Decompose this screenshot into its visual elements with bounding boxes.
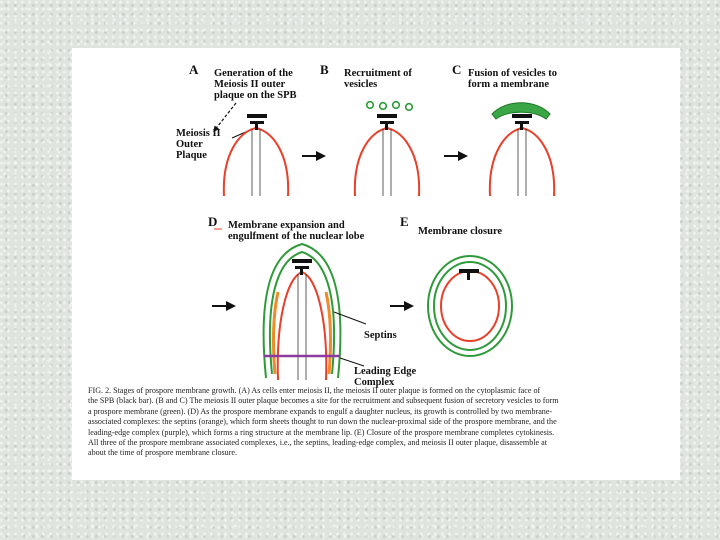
panel-d-title-line-1: Membrane expansion and — [228, 220, 345, 231]
vesicle — [367, 102, 374, 109]
panel-e — [400, 214, 512, 356]
nucleus — [441, 271, 499, 341]
caption-line: FIG. 2. Stages of prospore membrane growth. (A) As cells enter meiosis II, the meiosis II outer plaque is formed on the cytoplasmic face of — [88, 386, 541, 395]
panel-b-title-line-2: vesicles — [344, 79, 378, 90]
panel-d-title-line-2: engulfment of the nuclear lobe — [228, 231, 365, 242]
leading-edge-leader-line — [340, 358, 364, 366]
vesicle — [406, 104, 413, 111]
caption-line: a prospore membrane (green). (D) As the prospore membrane expands to engulf a daughter nucleus, its growth is controlled by two membrane- — [88, 406, 553, 416]
panel-b — [320, 62, 419, 196]
vesicle — [393, 102, 400, 109]
outer-plaque — [459, 269, 479, 273]
panel-letter-e: E — [400, 214, 409, 229]
panel-letter-a: A — [189, 62, 199, 77]
panel-a-title-line-3: plaque on the SPB — [214, 90, 297, 101]
panel-a — [176, 62, 297, 196]
figure-caption — [88, 386, 666, 459]
spb-stem — [467, 273, 470, 280]
panel-a-title-line-1: Generation of the — [214, 68, 293, 79]
figure-panel — [72, 48, 680, 480]
spb-bar — [295, 266, 309, 269]
panel-letter-c: C — [452, 62, 462, 77]
caption-line: All three of the prospore membrane associated complexes, i.e., the septins, leading-edge complex, and meiosis II outer plaque, disassemble at — [88, 438, 547, 448]
septins-leader-line — [334, 312, 366, 324]
panel-e-title-line-1: Membrane closure — [418, 226, 503, 237]
spb-bar — [380, 121, 394, 124]
spb-stem — [520, 124, 523, 130]
septins-label: Septins — [364, 330, 397, 341]
spb-bar — [250, 121, 264, 124]
nucleus-lobe — [355, 128, 419, 196]
panel-letter-b: B — [320, 62, 329, 77]
caption-line: leading-edge complex (purple), which forms a ring structure at the membrane lip. (E) Closure of the prospore membrane completes cytokinesis. — [88, 427, 555, 437]
panel-d — [208, 214, 416, 388]
spb-bar — [515, 121, 529, 124]
nucleus-lobe — [224, 128, 288, 196]
vesicle — [380, 103, 387, 110]
caption-line: the SPB (black bar). (B and C) The meiosis II outer plaque becomes a site for the recruitment and subsequent fusion of secretory vesicles to form — [88, 396, 559, 406]
nucleus-lobe — [278, 272, 327, 380]
nucleus-lobe — [490, 128, 554, 196]
outer-plaque-label-line-2: Outer — [176, 139, 203, 150]
outer-plaque — [292, 259, 312, 263]
spb-stem — [300, 269, 303, 275]
outer-plaque-label-line-3: Plaque — [176, 150, 207, 161]
panel-c — [452, 62, 557, 196]
panel-c-title-line-2: form a membrane — [468, 79, 550, 90]
leading-edge-label-line-2: Complex — [354, 377, 395, 388]
panel-c-title-line-1: Fusion of vesicles to — [468, 68, 557, 79]
outer-plaque — [512, 114, 532, 118]
spb-stem — [385, 124, 388, 130]
caption-line: about the time of prospore membrane closure. — [88, 448, 238, 458]
spb-stem — [255, 124, 258, 130]
outer-plaque — [377, 114, 397, 118]
pointer-arrow — [214, 103, 236, 131]
leading-edge-label-line-1: Leading Edge — [354, 366, 417, 377]
panel-a-title-line-2: Meiosis II outer — [214, 79, 286, 90]
panel-b-title-line-1: Recruitment of — [344, 68, 412, 79]
panel-letter-d: D — [208, 214, 218, 229]
caption-line: associated complexes: the septins (orange), which form sheets thought to run down the nuclear-proximal side of the prospore membrane, and the — [88, 417, 557, 427]
outer-plaque-label-line-1: Meiosis II — [176, 128, 221, 139]
outer-plaque — [247, 114, 267, 118]
